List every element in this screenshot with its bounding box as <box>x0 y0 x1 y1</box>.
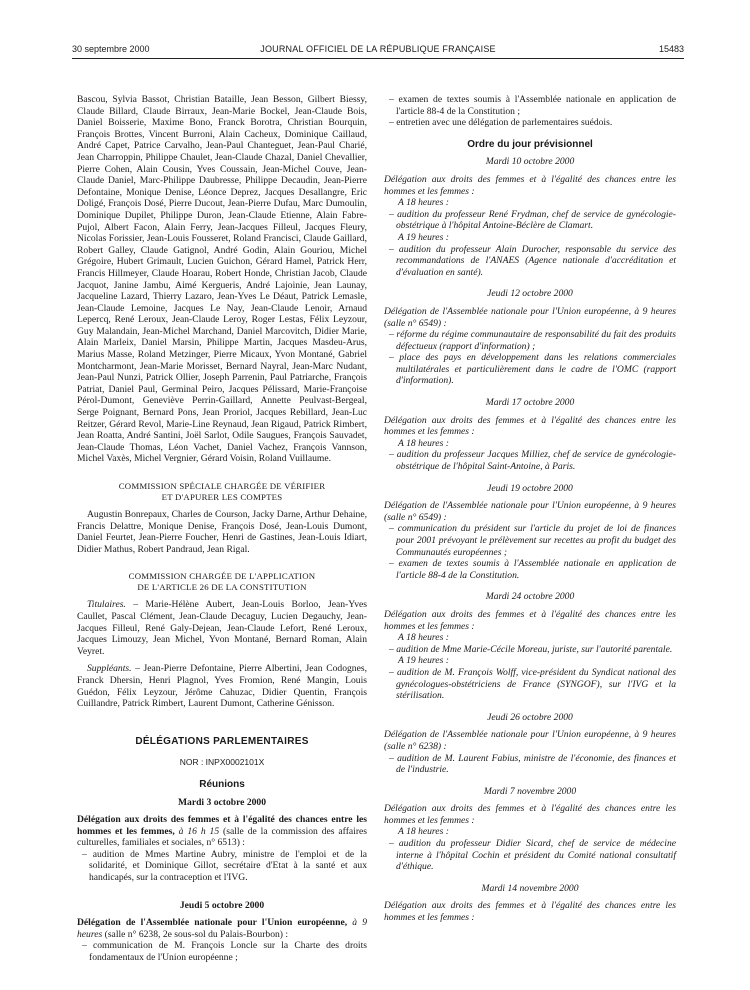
members-list: Bascou, Sylvia Bassot, Christian Bataille, Jean Besson, Gilbert Biessy, Claude Billard, Claude Birraux, Jean-Marie Bockel, Jean-Claude Bois, Daniel Boisserie, Maxime Bono, Franck Borotra, Christian Bourquin, François Brottes, Vincent Burroni, Alain Cacheux, Dominique Caillaud, André Capet, Patrice Carvalho, Jean-Paul Chanteguet, Jean-Paul Charié, Jean Charroppin, Philippe Chaulet, Jean-Claude Chazal, Daniel Chevallier, Pierre Cohen, Alain Cousin, Yves Coussain, Jean-Michel Couve, Jean-Claude Daniel, Marc-Philippe Daubresse, Philippe Decaudin, Jean-Pierre Defontaine, Monique Denise, Léonce Deprez, Jacques Desallangre, Eric Doligé, François Dosé, Pierre Ducout, Jean-Pierre Dufau, Marc Dumoulin, Dominique Dupilet, Philippe Duron, Jean-Claude Etienne, Alain Fabre-Pujol, Albert Facon, Alain Ferry, Jean-Jacques Filleul, Jacques Fleury, Nicolas Forissier, Jean-Louis Fousseret, Roland Francisci, Claude Gaillard, Robert Galley, Claude Gatignol, André Godin, Alain Gouriou, Michel Grégoire, Hubert Grimault, Lucien Guichon, Gérard Hamel, Patrick Herr, Francis Hillmeyer, Claude Hoarau, Robert Honde, Christian Jacob, Claude Jacquot, Janine Jambu, Aimé Kergueris, André Lajoinie, Jean Launay, Jacqueline Lazard, Thierry Lazaro, Jean-Yves Le Déaut, Patrick Lemasle, Jean-Claude Lemoine, Jacques Le Nay, Jean-Claude Lenoir, Arnaud Lepercq, René Leroux, Jean-Claude Leroy, Roger Lestas, Félix Leyzour, Guy Malandain, Jean-Michel Marchand, Daniel Marcovitch, Didier Marie, Alain Marleix, Daniel Marsin, Philippe Martin, Jacques Masdeu-Arus, Marius Masse, Roland Metzinger, Pierre Micaux, Yvon Montané, Gabriel Montcharmont, Jean-Marie Morisset, Bernard Nayral, Jean-Marc Nudant, Jean-Paul Nunzi, Patrick Ollier, Joseph Parrenin, Paul Patriarche, François Patriat, Daniel Paul, Germinal Peiro, Jacques Pélissard, Marie-Françoise Pérol-Dumont, Geneviève Perrin-Gaillard, Annette Peulvast-Bergeal, Serge Poignant, Bernard Pons, Jean Proriol, Jacques Rebillard, Jean-Luc Reitzer, Gérard Revol, Marie-Line Reynaud, Jean Rigaud, Patrick Rimbert, Jean Roatta, André Santini, Joël Sarlot, Odile Saugues, François Sauvadet, Jean-Claude Thomas, Léon Vachet, Daniel Vachez, François Vannson, Michel Vaxès, Michel Vergnier, Gérard Voisin, Roland Vuillaume. <box>77 94 367 465</box>
agenda-item: – audition du professeur Jacques Milliez, chef de service de gynécologie-obstétrique de l'hôpital Saint-Antoine, à Paris. <box>389 449 676 473</box>
delegation-name: Délégation aux droits des femmes et à l'égalité des chances entre les hommes et les femmes : <box>384 173 676 197</box>
day-heading: Jeudi 12 octobre 2000 <box>487 288 573 300</box>
delegation-name: Délégation aux droits des femmes et à l'égalité des chances entre les hommes et les femmes, <box>77 814 367 837</box>
commission-title-2-line1: COMMISSION CHARGÉE DE L'APPLICATION <box>128 571 316 582</box>
agenda-item: – audition du professeur Alain Durocher, responsable du service des recommandations de l'ANAES (Agence nationale d'accréditation et d'évaluation en santé). <box>389 243 676 278</box>
agenda-item: – communication de M. François Loncle sur la Charte des droits fondamentaux de l'Union européenne ; <box>82 940 367 964</box>
commission-title-2-line2: DE L'ARTICLE 26 DE LA CONSTITUTION <box>137 582 307 593</box>
day-heading: Mardi 3 octobre 2000 <box>177 796 267 808</box>
suppleants-label: Suppléants. <box>87 663 132 675</box>
meeting-time: A 18 heures : <box>398 437 449 449</box>
titulaires-paragraph <box>77 599 367 657</box>
delegations-title: DÉLÉGATIONS PARLEMENTAIRES <box>135 735 309 747</box>
commission-title-1-line2: ET D'APURER LES COMPTES <box>161 492 283 502</box>
day-heading: Mardi 17 octobre 2000 <box>485 397 575 409</box>
nor-reference: NOR : INPX0002101X <box>179 757 265 768</box>
meeting-time: A 18 heures : <box>398 632 449 644</box>
header-date: 30 septembre 2000 <box>72 44 150 54</box>
agenda-item: – audition de M. François Wolff, vice-président du Syndicat national des gynécologues-obstétriciens de France (SYNGOF), sur l'IVG et la stérilisation. <box>389 666 676 702</box>
meeting-room: (salle de la commission des affaires culturelles, familiales et sociales, n° 6513) : <box>77 825 368 849</box>
day-heading: Mardi 10 octobre 2000 <box>485 156 575 168</box>
delegation-name: Délégation de l'Assemblée nationale pour l'Union européenne, à 9 heures (salle n° 6549) : <box>384 305 676 329</box>
meeting-time: A 19 heures : <box>398 655 449 667</box>
agenda-item: – place des pays en développement dans les relations commerciales multilatérales et particulièrement dans le cadre de l'OMC (rapport d'information). <box>389 352 676 387</box>
delegation-name: Délégation aux droits des femmes et à l'égalité des chances entre les hommes et les femmes : <box>384 608 676 632</box>
agenda-item: – audition du professeur René Frydman, chef de service de gynécologie-obstétrique à l'hôpital Antoine-Béclère de Clamart. <box>389 208 676 232</box>
delegation-name: Délégation de l'Assemblée nationale pour l'Union européenne, à 9 heures (salle n° 6549) : <box>384 500 676 523</box>
meeting-time: à 16 h 15 <box>174 825 220 837</box>
day-heading: Mardi 24 octobre 2000 <box>485 591 575 603</box>
page-number: 15483 <box>658 44 684 54</box>
titulaires-label: Titulaires. <box>87 599 126 611</box>
meeting-time: A 18 heures : <box>398 826 449 838</box>
day-heading: Jeudi 26 octobre 2000 <box>487 711 573 723</box>
agenda-item: – audition du professeur Didier Sicard, chef de service de médecine interne à l'hôpital Cochin et président du Comité national consultatif d'éthique. <box>389 838 676 873</box>
page-header <box>72 44 684 58</box>
agenda-item: – examen de textes soumis à l'Assemblée nationale en application de l'article 88-4 de la Constitution. <box>389 558 676 581</box>
agenda-item: – audition de Mmes Martine Aubry, ministre de l'emploi et de la solidarité, et Dominique Gillot, secrétaire d'Etat à la santé et aux handicapés, sur la contraception et l'IVG. <box>82 848 367 884</box>
suppleants-paragraph <box>77 663 367 709</box>
day-heading: Jeudi 19 octobre 2000 <box>487 482 573 494</box>
delegation-name: Délégation aux droits des femmes et à l'égalité des chances entre les hommes et les femmes : <box>384 414 676 438</box>
delegation-name: Délégation de l'Assemblée nationale pour l'Union européenne, à 9 heures (salle n° 6238) : <box>384 729 676 752</box>
day-heading: Jeudi 5 octobre 2000 <box>179 899 265 911</box>
delegation-name: Délégation de l'Assemblée nationale pour l'Union européenne, <box>77 917 348 929</box>
titulaires-list: – Marie-Hélène Aubert, Jean-Louis Borloo, Jean-Yves Caullet, Pascal Clément, Jean-Claude Decaguy, Lucien Degauchy, Jean-Jacques Filleul, René Galy-Dejean, Jean-Claude Lefort, René Leroux, Jacques Limouzy, Jean Michel, Yvon Montané, Bernard Roman, Alain Veyret. <box>77 599 367 657</box>
commission-1-members: Augustin Bonrepaux, Charles de Courson, Jacky Darne, Arthur Dehaine, Francis Delattre, Monique Denise, François Dosé, Jean-Louis Dumont, Daniel Feurtet, Jean-Pierre Foucher, Henri de Gastines, Jean-Louis Idiart, Didier Mathus, Robert Pandraud, Jean Rigal. <box>77 509 367 555</box>
meeting-room: (salle n° 6238, 2e sous-sol du Palais-Bourbon) : <box>102 928 289 940</box>
agenda-item: – communication du président sur l'article du projet de loi de finances pour 2001 prévoyant le prélèvement sur recettes au profit du budget des Communautés européennes ; <box>389 523 676 558</box>
header-rule <box>72 58 684 59</box>
agenda-item: – entretien avec une délégation de parlementaires suédois. <box>389 117 613 129</box>
commission-title-1 <box>77 481 367 503</box>
agenda-item: – réforme du régime communautaire de responsabilité du fait des produits défectueux (rapport d'information) ; <box>389 329 676 352</box>
agenda-item: – audition de Mme Marie-Cécile Moreau, juriste, sur l'autorité parentale. <box>389 643 673 655</box>
meeting-time: A 19 heures : <box>398 231 449 243</box>
delegation-name: Délégation aux droits des femmes et à l'égalité des chances entre les hommes et les femmes : <box>384 803 676 826</box>
delegation-name: Délégation aux droits des femmes et à l'égalité des chances entre les hommes et les femmes : <box>384 900 676 924</box>
suppleants-list: – Jean-Pierre Defontaine, Pierre Albertini, Jean Codognes, Franck Dhersin, Henri Plagnol, Yves Fromion, René Mangin, Louis Guédon, Félix Leyzour, Jérôme Cahuzac, Didier Quentin, François Cuillandre, Patrick Rimbert, Laurent Dumont, Catherine Génisson. <box>77 663 367 710</box>
delegation-entry <box>77 917 367 940</box>
right-column <box>384 94 676 924</box>
agenda-item: – examen de textes soumis à l'Assemblée nationale en application de l'article 88-4 de la Constitution ; <box>389 94 676 117</box>
meeting-time: à 9 heures <box>77 917 367 940</box>
header-title: JOURNAL OFFICIEL DE LA RÉPUBLIQUE FRANÇAISE <box>260 44 496 54</box>
delegation-entry <box>77 814 367 849</box>
day-heading: Mardi 7 novembre 2000 <box>483 785 577 797</box>
meeting-time: A 18 heures : <box>398 197 449 209</box>
commission-title-2 <box>77 571 367 593</box>
day-heading: Mardi 14 novembre 2000 <box>481 882 579 894</box>
ordre-du-jour-title: Ordre du jour prévisionnel <box>467 138 593 150</box>
agenda-item: – audition de M. Laurent Fabius, ministre de l'économie, des finances et de l'industrie. <box>389 752 676 776</box>
reunions-title: Réunions <box>199 778 245 790</box>
commission-title-1-line1: COMMISSION SPÉCIALE CHARGÉE DE VÉRIFIER <box>118 481 326 491</box>
left-column <box>77 94 367 964</box>
